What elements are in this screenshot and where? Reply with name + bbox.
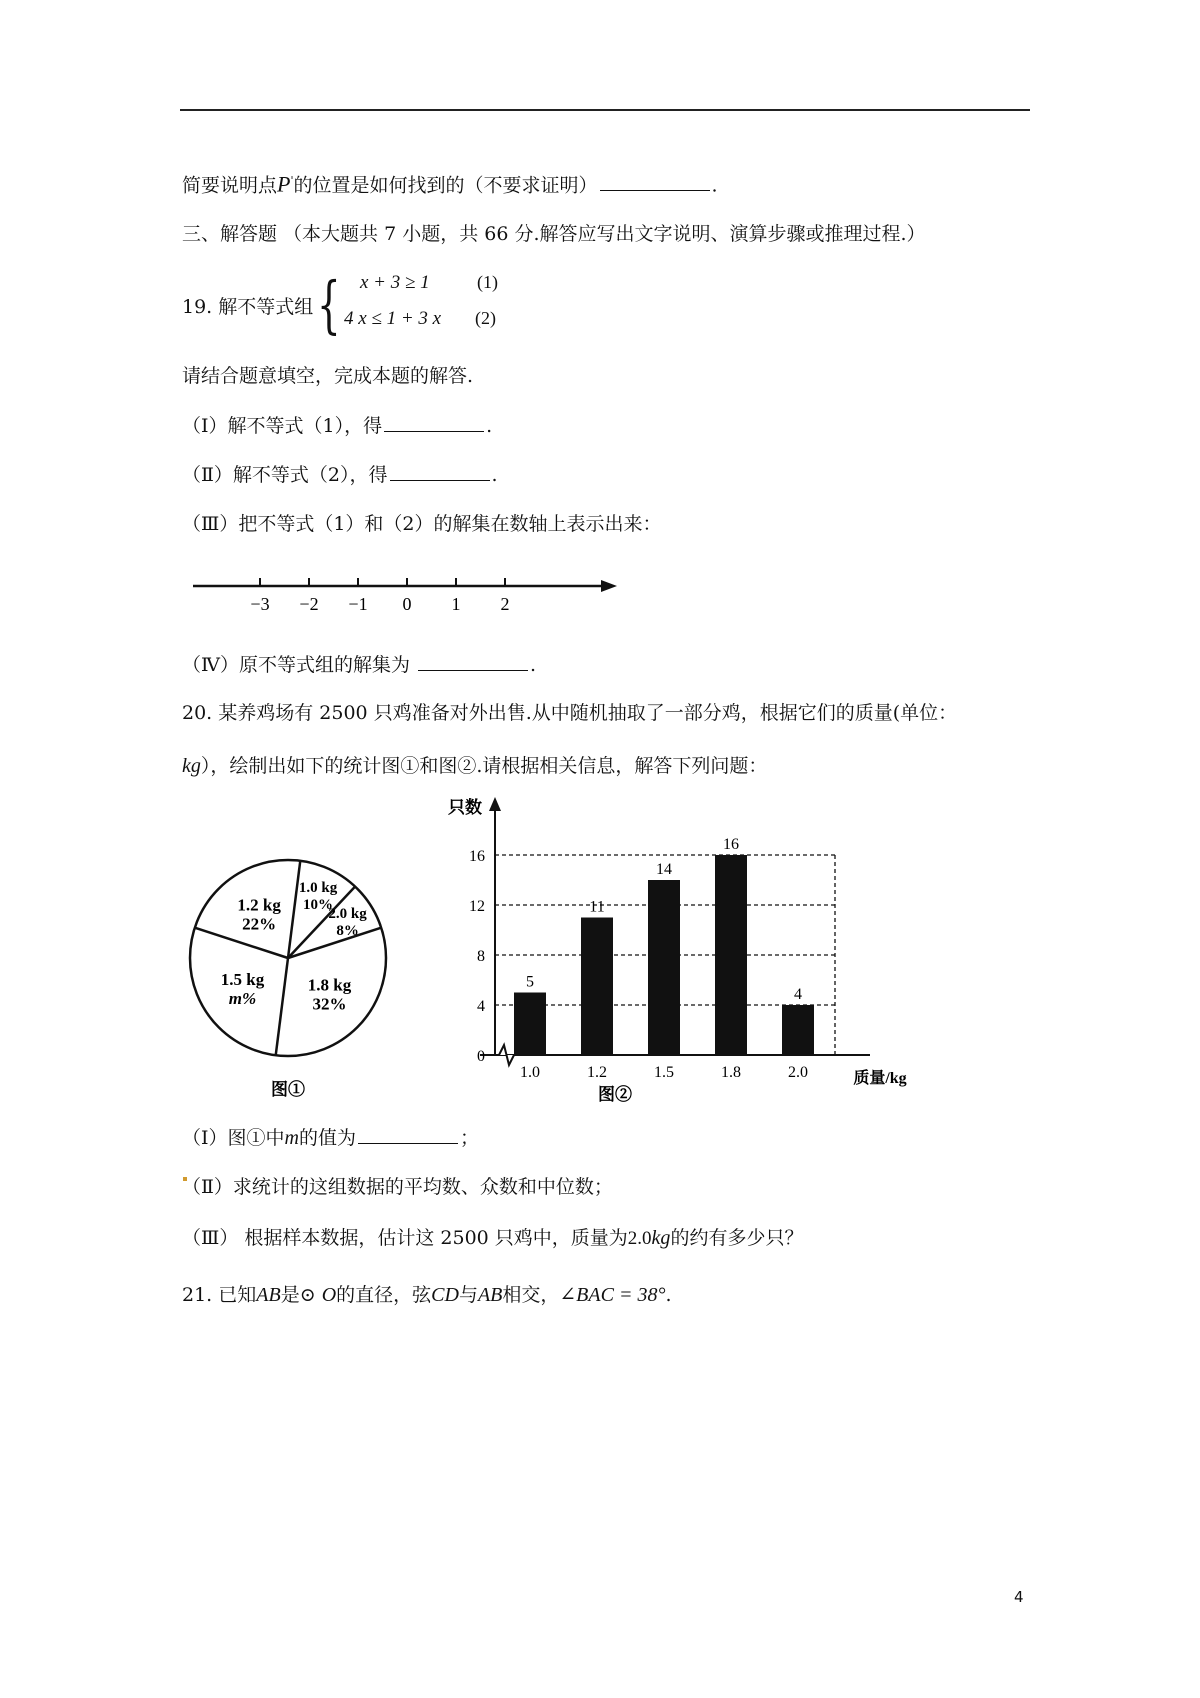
x-tick-label-4: 2.0: [788, 1064, 808, 1081]
q19-part1: （Ⅰ）解不等式（1），得 .: [182, 415, 493, 437]
nl-tick-label-3: 0: [402, 594, 412, 614]
answer-blank-q20-1[interactable]: [358, 1125, 458, 1144]
q20-line2-text: ），绘制出如下的统计图①和图②.请根据相关信息，解答下列问题：: [200, 755, 768, 777]
q20-part1-text-2: 的值为: [298, 1127, 356, 1149]
header-rule: [180, 109, 1030, 111]
q19-part3: （Ⅲ）把不等式（1）和（2）的解集在数轴上表示出来：: [182, 513, 662, 535]
q19-part4-text: （Ⅳ）原不等式组的解集为: [182, 654, 410, 676]
q18-text-2: 的位置是如何找到的（不要求证明）: [293, 174, 598, 197]
answer-blank-q19-2[interactable]: [390, 462, 490, 481]
segment-ab-2: AB: [477, 1284, 503, 1306]
y-tick-label-3: 12: [469, 898, 485, 915]
bar-value-label-0: 5: [526, 973, 534, 991]
q19-part1-text: （Ⅰ）解不等式（1），得: [182, 415, 383, 437]
left-brace: {: [317, 268, 341, 341]
pie-slice-pct-1: 10%: [303, 897, 334, 914]
q21-text-2: 是: [280, 1284, 300, 1306]
q20-line1: 20. 某养鸡场有 2500 只鸡准备对外出售.从中随机抽取了一部分鸡，根据它们的质量(单位：: [182, 702, 958, 724]
q19-part4: （Ⅳ）原不等式组的解集为 .: [182, 654, 537, 676]
q18-text: 简要说明点: [182, 174, 278, 197]
center-o: O: [321, 1284, 337, 1306]
tag-2: (2): [475, 308, 496, 328]
y-axis-arrow: [489, 797, 501, 811]
y-tick-label-1: 4: [477, 998, 485, 1015]
q20-part1: [182, 1125, 479, 1151]
period-2: .: [665, 1284, 672, 1306]
nl-tick-label-2: −1: [348, 594, 368, 614]
bar-caption: 图②: [598, 1085, 632, 1104]
bar-1.2: [581, 918, 613, 1056]
y-tick-label-0: 0: [477, 1048, 485, 1065]
page-number: 4: [1014, 1588, 1024, 1606]
pie-caption: 图①: [271, 1080, 305, 1099]
pie-slice-label-1: 1.0 kg: [298, 880, 338, 897]
q18-tail-line: [182, 168, 718, 198]
nl-tick-label-5: 2: [500, 594, 510, 614]
x-tick-label-2: 1.5: [654, 1064, 674, 1081]
bar-value-label-3: 16: [723, 836, 739, 853]
y-tick-label-4: 16: [469, 848, 485, 865]
q21-text-4: 与: [458, 1284, 478, 1306]
q19-prompt: 请结合题意填空，完成本题的解答.: [182, 365, 474, 387]
q21-text: 21. 已知: [182, 1284, 257, 1306]
bar-1.0: [514, 993, 546, 1056]
q20-part3-text-2: 的约有多少只？: [670, 1227, 804, 1249]
nl-tick-label-0: −3: [250, 594, 270, 614]
y-axis-label: 只数: [448, 798, 482, 817]
prime-mark: ': [290, 174, 294, 187]
pie-slice-pct-3: 32%: [312, 994, 347, 1014]
answer-blank-q18[interactable]: [600, 172, 710, 191]
pie-slice-label-0: 1.2 kg: [237, 895, 281, 915]
pie-slice-label-2: 2.0 kg: [328, 906, 367, 923]
inequality-1: x + 3 ≥ 1: [360, 272, 430, 293]
bar-1.5: [648, 880, 680, 1055]
q20-part3: [182, 1225, 803, 1252]
bar-value-label-4: 4: [794, 986, 802, 1003]
q20-part2: （Ⅱ）求统计的这组数据的平均数、众数和中位数；: [182, 1176, 613, 1198]
axis-break-mark: [499, 1045, 514, 1065]
q21-line: [182, 1282, 672, 1308]
q19-label: 19. 解不等式组: [182, 296, 314, 318]
y-tick-label-2: 8: [477, 948, 485, 965]
angle-bac: ∠BAC = 38°: [559, 1284, 666, 1306]
bar-chart: [440, 795, 920, 1105]
q20-line2: [182, 753, 767, 779]
point-p: P: [277, 171, 291, 197]
pie-slice-pct-2: 8%: [336, 923, 359, 940]
var-m: m: [284, 1127, 299, 1149]
segment-ab: AB: [256, 1284, 281, 1306]
bar-value-label-1: 11: [589, 898, 605, 916]
x-tick-label-3: 1.8: [721, 1064, 741, 1081]
nl-tick-label-4: 1: [451, 594, 461, 614]
pie-slice-label-4: 1.5 kg: [220, 969, 265, 989]
pie-chart: [180, 820, 410, 1110]
value-2-0: 2.0: [627, 1228, 652, 1249]
inequality-2: 4 x ≤ 1 + 3 x: [344, 308, 442, 329]
bar-value-label-2: 14: [656, 861, 672, 878]
q19-part2: （Ⅱ）解不等式（2），得 .: [182, 464, 498, 486]
number-line: [185, 570, 625, 615]
nl-tick-label-1: −2: [299, 594, 319, 614]
q19-part2-text: （Ⅱ）解不等式（2），得: [182, 464, 388, 486]
q20-part3-text: （Ⅲ） 根据样本数据，估计这 2500 只鸡中，质量为: [182, 1227, 628, 1249]
answer-blank-q19-1[interactable]: [384, 413, 484, 432]
kg-unit: kg: [182, 755, 201, 777]
pie-slice-pct-4: m%: [228, 988, 257, 1008]
period: .: [711, 174, 718, 197]
x-axis-label: 质量/kg: [853, 1070, 907, 1087]
x-tick-label-0: 1.0: [520, 1064, 540, 1081]
section-3-heading: 三、解答题 （本大题共 7 小题，共 66 分.解答应写出文字说明、演算步骤或推理过程.）: [182, 223, 926, 245]
pie-slice-pct-0: 22%: [242, 914, 277, 934]
bar-2.0: [782, 1005, 814, 1055]
x-tick-label-1: 1.2: [587, 1064, 607, 1081]
number-line-arrow: [601, 580, 617, 592]
q21-text-5: 相交，: [502, 1284, 560, 1306]
chord-cd: CD: [431, 1284, 459, 1306]
tag-1: (1): [477, 272, 498, 292]
answer-blank-q19-4[interactable]: [418, 652, 528, 671]
q20-part1-text: （Ⅰ）图①中: [182, 1127, 285, 1149]
circle-symbol: ⊙: [299, 1284, 316, 1306]
kg-unit-2: kg: [651, 1227, 671, 1249]
pie-slice-label-3: 1.8 kg: [307, 975, 352, 995]
semicolon: ；: [459, 1127, 479, 1149]
bar-1.8: [715, 855, 747, 1055]
q21-text-3: 的直径，弦: [336, 1284, 432, 1306]
